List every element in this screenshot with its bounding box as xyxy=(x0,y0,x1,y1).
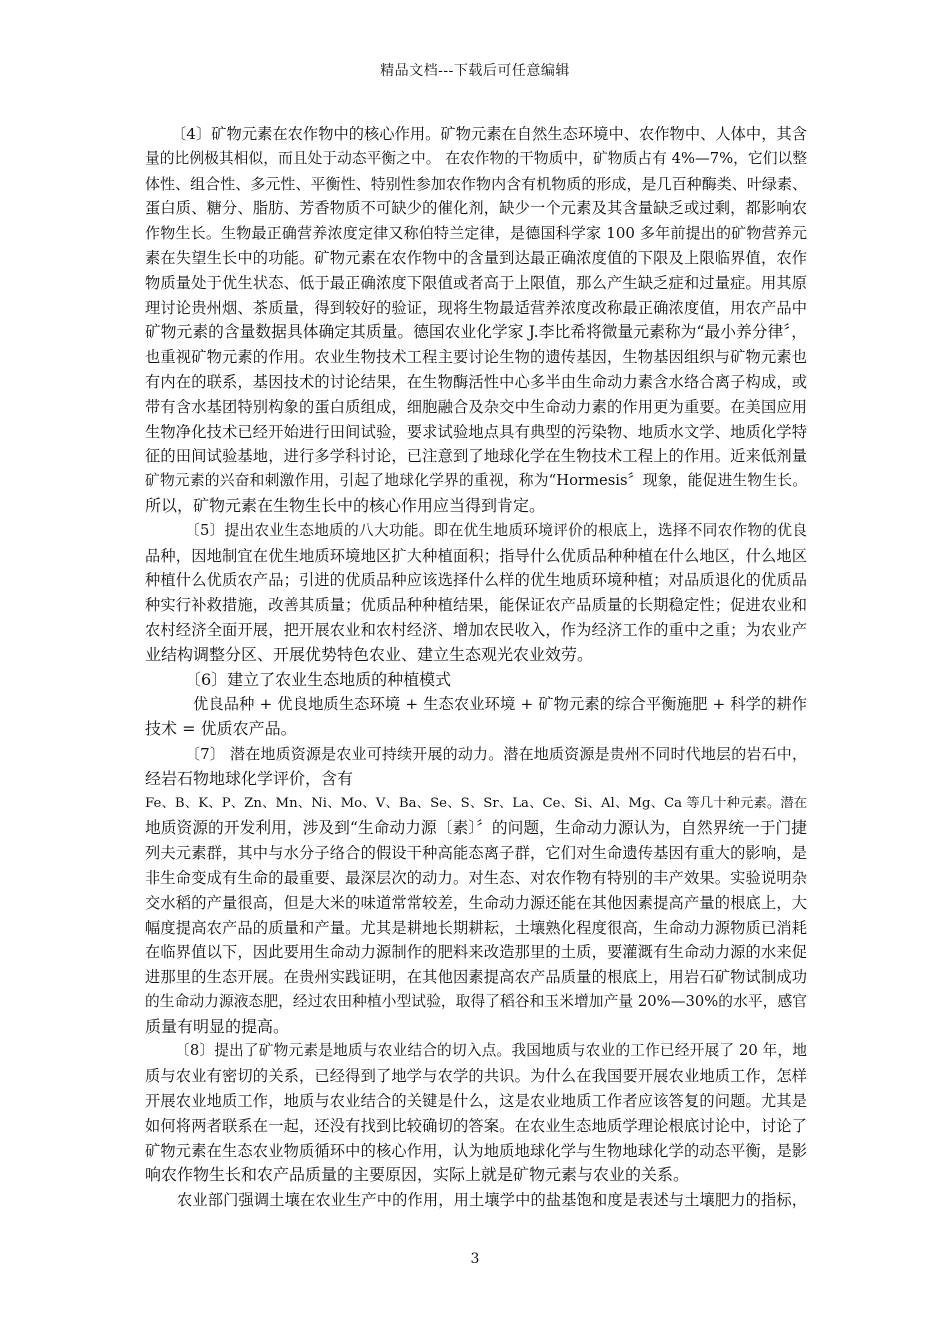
text-line: 素在失望生长中的功能。矿物元素在农作物中的含量到达最正确浓度值的下限及上限临界值，农作 xyxy=(145,248,807,267)
text-line: 矿物元素的兴奋和刺激作用，引起了地球化学界的重视，称为“Hormesis〞现象，能促进生物生长。 xyxy=(145,472,807,490)
text-line: 农村经济全面开展，把开展农业和农村经济、增加农民收入，作为经济工作的重中之重；为农业产 xyxy=(145,620,807,639)
text-line: Fe、B、K、P、Zn、Mn、Ni、Mo、V、Ba、Se、S、Sr、La、Ce、Si、Al、Mg、Ca 等几十种元素。潜在 xyxy=(145,795,807,811)
text-line: 开展农业地质工作，地质与农业结合的关键是什么，这是农业地质工作者应该答复的问题。尤其是 xyxy=(145,1092,807,1111)
text-line: 〔6〕建立了农业生态地质的种植模式 xyxy=(185,669,452,689)
page-header: 精品文档---下载后可任意编辑 xyxy=(380,63,570,79)
page-number: 3 xyxy=(470,1251,480,1267)
text-line: 响农作物生长和农产品质量的主要原因，实际上就是矿物元素与农业的关系。 xyxy=(145,1165,690,1185)
text-line: 如何将两者联系在一起，还没有找到比较确切的答案。在农业生态地质学理论根底讨论中，讨论了 xyxy=(145,1116,807,1135)
text-line: 〔5〕提出农业生态地质的八大功能。即在优生地质环境评价的根底上，选择不同农作物的优良 xyxy=(185,521,807,539)
text-line: 也重视矿物元素的作用。农业生物技术工程主要讨论生物的遗传基因，生物基因组织与矿物元素也 xyxy=(145,348,807,367)
text-line: 征的田间试验基地，进行多学科讨论，已注意到了地球化学在生物技术工程上的作用。近来低剂量 xyxy=(145,447,807,466)
text-line: 进那里的生态开展。在贵州实践证明，在其他因素提高农产品质量的根底上，用岩石矿物试制成功 xyxy=(145,968,807,987)
text-line: 质与农业有密切的关系，已经得到了地学与农学的共识。为什么在我国要开展农业地质工作，怎样 xyxy=(145,1067,807,1086)
text-line: 优良品种 + 优良地质生态环境 + 生态农业环境 + 矿物元素的综合平衡施肥 + 科学的耕作 xyxy=(193,695,807,714)
text-line: 所以，矿物元素在生物生长中的核心作用应当得到肯定。 xyxy=(145,495,546,515)
text-line: 量的比例极其相似，而且处于动态平衡之中。 在农作物的干物质中，矿物质占有 4%—7%，它们以整 xyxy=(145,149,807,167)
text-line: 的生命动力源液态肥，经过农田种植小型试验，取得了稻谷和玉米增加产量 20%—30%的水平，感官 xyxy=(145,992,807,1010)
text-line: 体性、组合性、多元性、平衡性、特别性参加农作物内含有机物质的形成，是几百种酶类、叶绿素、 xyxy=(145,174,807,193)
text-line: 在临界值以下，因此要用生命动力源制作的肥料来改造那里的土质，要灌溉有生命动力源的水来促 xyxy=(145,943,807,962)
text-line: 经岩石物地球化学评价，含有 xyxy=(145,768,354,788)
text-line: 幅度提高农产品的质量和产量。尤其是耕地长期耕耘，土壤熟化程度很高，生命动力源物质已消耗 xyxy=(145,918,807,937)
text-line: 质量有明显的提高。 xyxy=(145,1016,290,1036)
text-line: 农业部门强调土壤在农业生产中的作用，用土壤学中的盐基饱和度是表述与土壤肥力的指标， xyxy=(177,1191,807,1210)
text-line: 带有含水基团特别构象的蛋白质组成，细胞融合及杂交中生命动力素的作用更为重要。在美国应用 xyxy=(145,397,807,416)
text-line: 有内在的联系，基因技术的讨论结果，在生物酶活性中心多半由生命动力素含水络合离子构成，或 xyxy=(145,372,807,391)
text-line: 矿物元素在生态农业物质循环中的核心作用，认为地质地球化学与生物地球化学的动态平衡，是影 xyxy=(145,1141,807,1160)
text-line: 作物生长。生物最正确营养浓度定律又称伯特兰定律，是德国科学家 100 多年前提出的矿物营养元 xyxy=(145,224,807,243)
text-line: 交水稻的产量很高，但是大米的味道常常较差，生命动力源还能在其他因素提高产量的根底上，大 xyxy=(145,893,807,912)
text-line: 物质量处于优生状态、低于最正确浓度下限值或者高于上限值，那么产生缺乏症和过量症。用其原 xyxy=(145,273,807,292)
text-line: 〔8〕提出了矿物元素是地质与农业结合的切入点。我国地质与农业的工作已经开展了 20 年，地 xyxy=(175,1042,807,1060)
text-line: 〔4〕矿物元素在农作物中的核心作用。矿物元素在自然生态环境中、农作物中、人体中，其含 xyxy=(171,125,807,143)
text-line: 种植什么优质农产品；引进的优质品种应该选择什么样的优生地质环境种植；对品质退化的优质品 xyxy=(145,571,807,590)
text-line: 品种，因地制宜在优生地质环境地区扩大种植面积；指导什么优质品种种植在什么地区，什么地区 xyxy=(145,546,807,565)
text-line: 非生命变成有生命的最重要、最深层次的动力。对生态、对农作物有特别的丰产效果。实验说明杂 xyxy=(145,868,807,887)
text-line: 蛋白质、糖分、脂肪、芳香物质不可缺少的催化剂，缺少一个元素及其含量缺乏或过剩，都影响农 xyxy=(145,199,807,218)
text-line: 理讨论贵州烟、茶质量，得到较好的验证，现将生物最适营养浓度改称最正确浓度值，用农产品中 xyxy=(145,298,807,317)
text-line: 技术 = 优质农产品。 xyxy=(145,719,297,739)
text-line: 地质资源的开发利用，涉及到“生命动力源〔素〕〞的问题，生命动力源认为，自然界统一于门捷 xyxy=(145,818,807,838)
text-line: 业结构调整分区、开展优势特色农业、建立生态观光农业效劳。 xyxy=(145,644,594,664)
text-line: 生物净化技术已经开始进行田间试验，要求试验地点具有典型的污染物、地质水文学、地质化学特 xyxy=(145,422,807,441)
text-line: 矿物元素的含量数据具体确定其质量。德国农业化学家 J.李比希将微量元素称为“最小养分律〞， xyxy=(145,322,807,342)
document-body xyxy=(145,122,807,1213)
text-line: 种实行补救措施，改善其质量；优质品种种植结果，能保证农产品质量的长期稳定性；促进农业和 xyxy=(145,596,807,615)
text-line: 〔7〕 潜在地质资源是农业可持续开展的动力。潜在地质资源是贵州不同时代地层的岩石中， xyxy=(185,744,807,763)
text-line: 列夫元素群，其中与水分子络合的假设干种高能态离子群，它们对生命遗传基因有重大的影响，是 xyxy=(145,844,807,863)
